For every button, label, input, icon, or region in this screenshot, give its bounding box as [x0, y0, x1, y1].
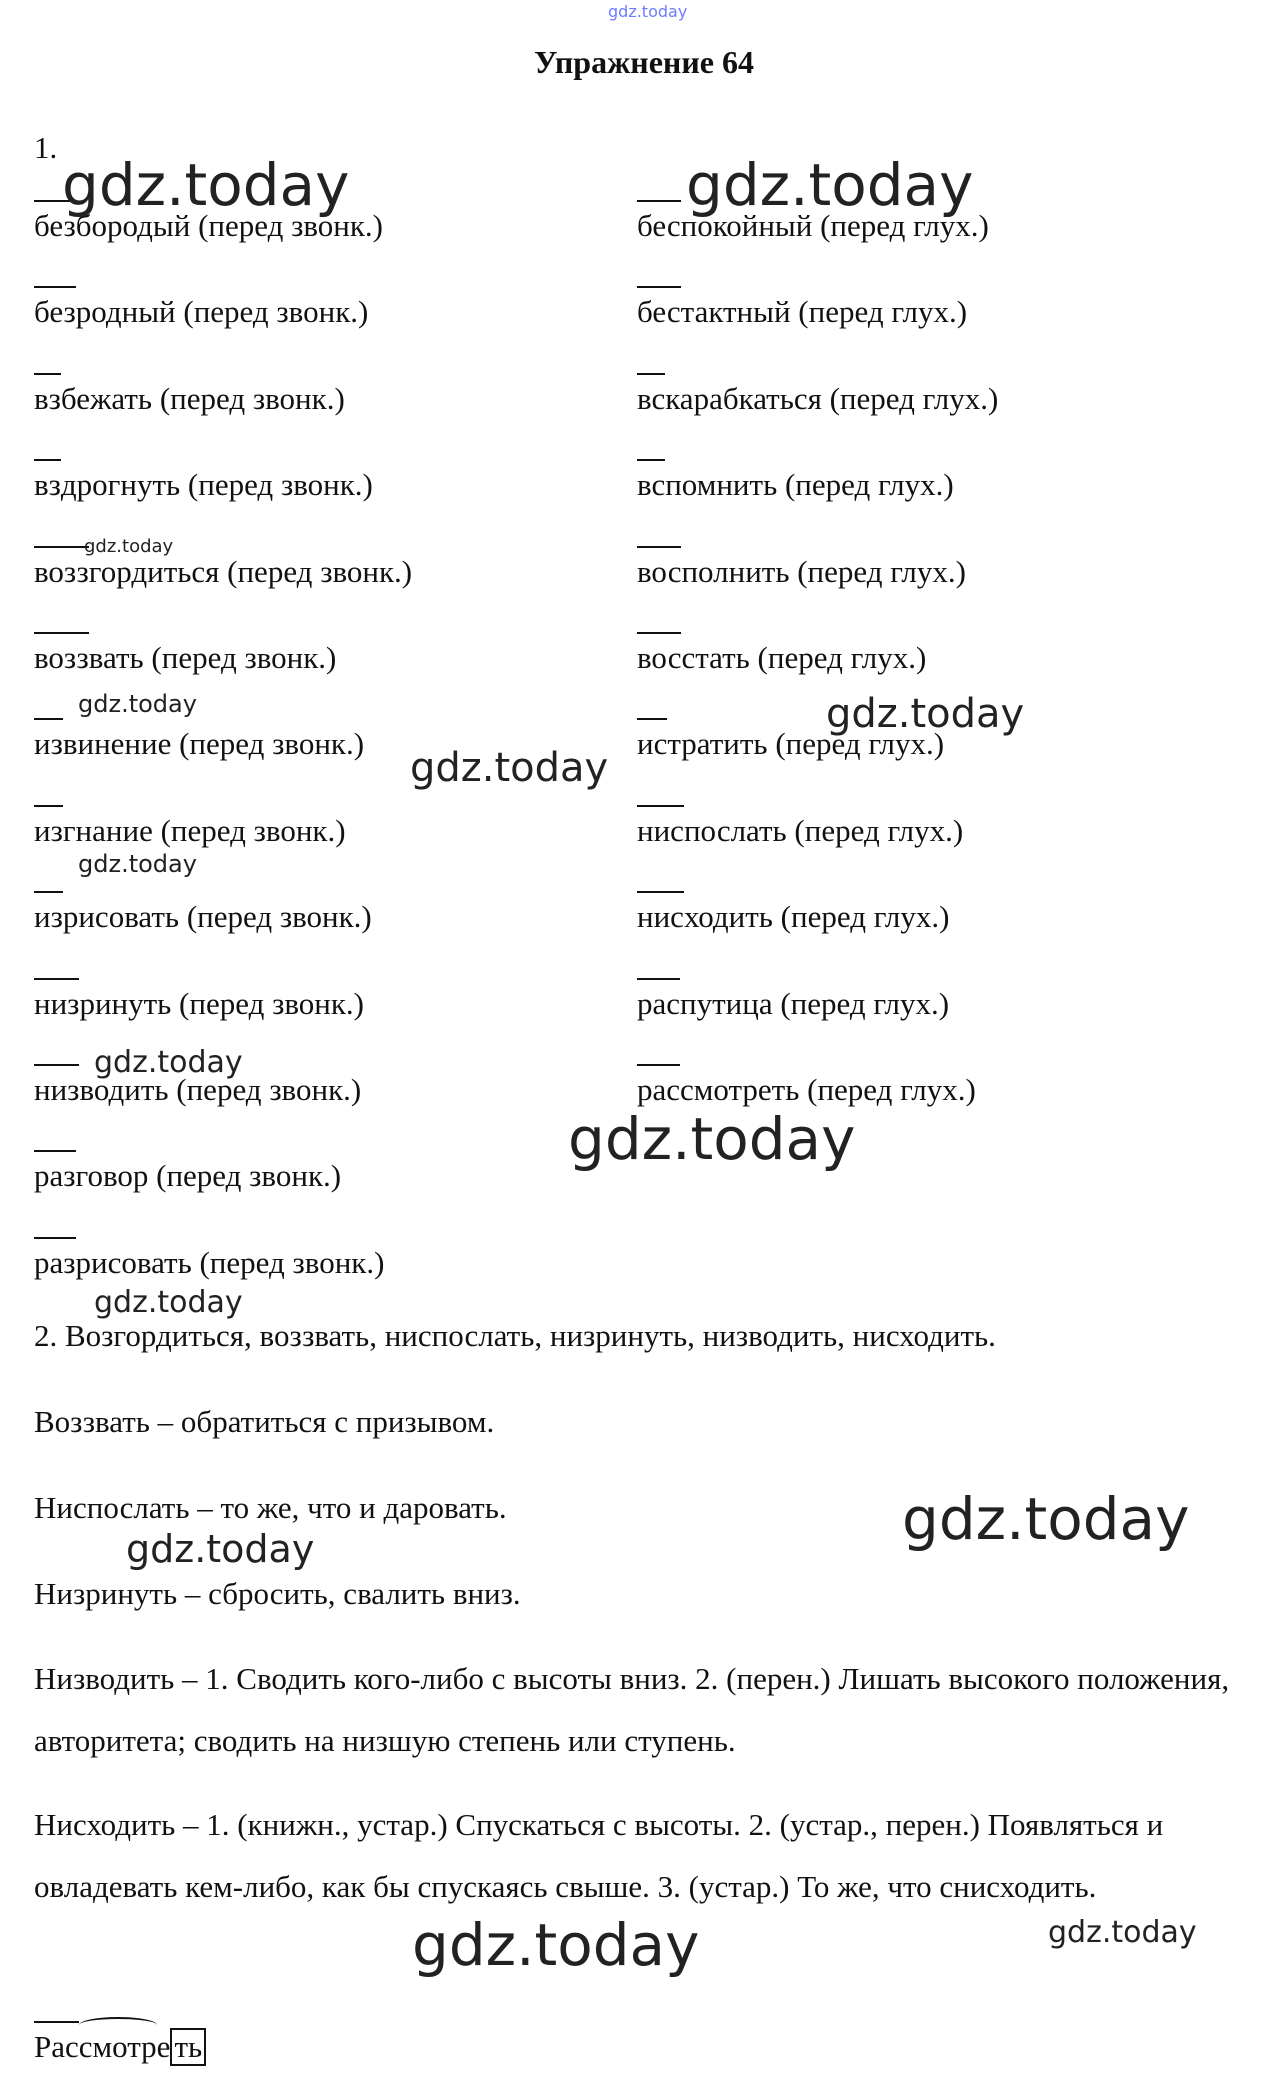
- watermark-9: gdz.today: [568, 1105, 856, 1173]
- prefix: без: [34, 208, 76, 243]
- prefix: без: [34, 294, 76, 330]
- right-word-5: [637, 554, 998, 640]
- word-rest: ринуть (перед звонк.): [79, 985, 364, 1021]
- prefix: бес: [637, 208, 681, 243]
- last-suffix: е: [156, 2029, 171, 2064]
- left-word-1: [34, 208, 412, 294]
- word-rest: бородый (перед звонк.): [75, 208, 384, 243]
- word-rest: гнание (перед звонк.): [62, 812, 346, 848]
- left-word-12: [34, 1158, 412, 1244]
- watermark-13: gdz.today: [1048, 1915, 1197, 1950]
- right-word-3: [637, 381, 998, 467]
- watermark-8: gdz.today: [94, 1045, 243, 1080]
- left-word-2: [34, 294, 412, 380]
- word-rest: рисовать (перед звонк.): [62, 899, 372, 935]
- left-word-11: [34, 1072, 412, 1158]
- definition-5: Нисходить – 1. (книжн., устар.) Спускаться с высоты. 2. (устар., перен.) Появляться и овладевать кем-либо, как бы спускаясь свыше. 3. (устар.) То же, что снисходить.: [34, 1807, 1164, 1904]
- right-word-1: [637, 208, 998, 294]
- left-word-5: [34, 554, 412, 640]
- watermark-top: gdz.today: [608, 2, 688, 21]
- prefix: вз: [34, 380, 61, 416]
- word-rest: родный (перед звонк.): [75, 294, 369, 330]
- watermark-14: gdz.today: [412, 1911, 700, 1979]
- left-word-7: [34, 726, 412, 812]
- word-rest: тратить (перед глух.): [667, 726, 945, 762]
- definition-2: Ниспослать – то же, что и даровать.: [34, 1490, 507, 1525]
- prefix: вс: [637, 380, 666, 416]
- right-word-8: [637, 813, 998, 899]
- prefix: низ: [34, 985, 80, 1021]
- left-word-3: [34, 381, 412, 467]
- section-number: 1.: [34, 130, 58, 165]
- prefix: низ: [34, 1071, 80, 1107]
- exercise-title: Упражнение 64: [533, 44, 754, 80]
- prefix: ис: [637, 726, 668, 762]
- definition-3: Низринуть – сбросить, свалить вниз.: [34, 1576, 521, 1611]
- watermark-6: gdz.today: [826, 691, 1025, 737]
- definition-1: Воззвать – обратиться с призывом.: [34, 1404, 495, 1439]
- word-rest: вать (перед звонк.): [88, 639, 337, 675]
- right-word-4: [637, 467, 998, 553]
- right-word-2: [637, 294, 998, 380]
- last-prefix: Рас: [34, 2029, 79, 2064]
- list-line: 2. Возгордиться, воззвать, ниспослать, низринуть, низводить, нисходить.: [34, 1318, 996, 1353]
- watermark-2: gdz.today: [686, 151, 974, 219]
- prefix: раз: [34, 1244, 76, 1280]
- watermark-11: gdz.today: [902, 1485, 1190, 1553]
- word-rest: послать (перед глух.): [683, 812, 964, 848]
- right-word-10: [637, 986, 998, 1072]
- word-rest: тактный (перед глух.): [680, 294, 968, 330]
- word-rest: винение (перед звонк.): [62, 726, 365, 762]
- watermark-7: gdz.today: [78, 850, 197, 878]
- prefix: рас: [637, 1071, 681, 1107]
- prefix: раз: [34, 1158, 76, 1194]
- word-rest: водить (перед звонк.): [79, 1071, 362, 1107]
- prefix: вос: [637, 639, 682, 675]
- prefix: рас: [637, 985, 681, 1021]
- prefix: вз: [34, 467, 61, 503]
- word-rest: покойный (перед глух.): [680, 208, 989, 243]
- right-word-9: [637, 899, 998, 985]
- prefix: возз: [34, 553, 89, 589]
- right-word-7: [637, 726, 998, 812]
- word-rest: полнить (перед глух.): [681, 553, 966, 589]
- left-column: [34, 208, 412, 1331]
- word-rest: путица (перед глух.): [680, 985, 950, 1021]
- word-rest: говор (перед звонк.): [75, 1158, 342, 1194]
- watermark-12: gdz.today: [126, 1527, 315, 1571]
- prefix: из: [34, 899, 63, 935]
- word-rest: карабкаться (перед глух.): [665, 380, 999, 416]
- word-rest: дрогнуть (перед звонк.): [60, 467, 373, 503]
- watermark-3: gdz.today: [84, 536, 174, 557]
- word-rest: смотреть (перед глух.): [680, 1071, 976, 1107]
- definition-4: Низводить – 1. Сводить кого-либо с высоты вниз. 2. (перен.) Лишать высокого положения, авторитета; сводить на низшую степень или ступень.: [34, 1661, 1230, 1758]
- left-word-9: [34, 899, 412, 985]
- watermark-10: gdz.today: [94, 1285, 243, 1320]
- prefix: вс: [637, 467, 666, 503]
- prefix: из: [34, 726, 63, 762]
- prefix: бес: [637, 294, 681, 330]
- watermark-1: gdz.today: [62, 151, 350, 219]
- word-rest: стать (перед глух.): [681, 639, 927, 675]
- morphemic-word: [34, 2028, 206, 2066]
- last-ending: ть: [170, 2028, 206, 2066]
- prefix: возз: [34, 639, 89, 675]
- word-rest: ходить (перед глух.): [683, 899, 950, 935]
- last-root: смотр: [78, 2029, 157, 2064]
- word-rest: рисовать (перед звонк.): [75, 1244, 385, 1280]
- word-rest: бежать (перед звонк.): [60, 380, 345, 416]
- prefix: вос: [637, 553, 682, 589]
- right-column: [637, 208, 998, 1158]
- word-rest: помнить (перед глух.): [665, 467, 954, 503]
- prefix: нис: [637, 812, 684, 848]
- watermark-4: gdz.today: [78, 690, 197, 718]
- watermark-5: gdz.today: [410, 745, 609, 791]
- prefix: нис: [637, 899, 684, 935]
- word-rest: гордиться (перед звонк.): [88, 553, 413, 589]
- prefix: из: [34, 812, 63, 848]
